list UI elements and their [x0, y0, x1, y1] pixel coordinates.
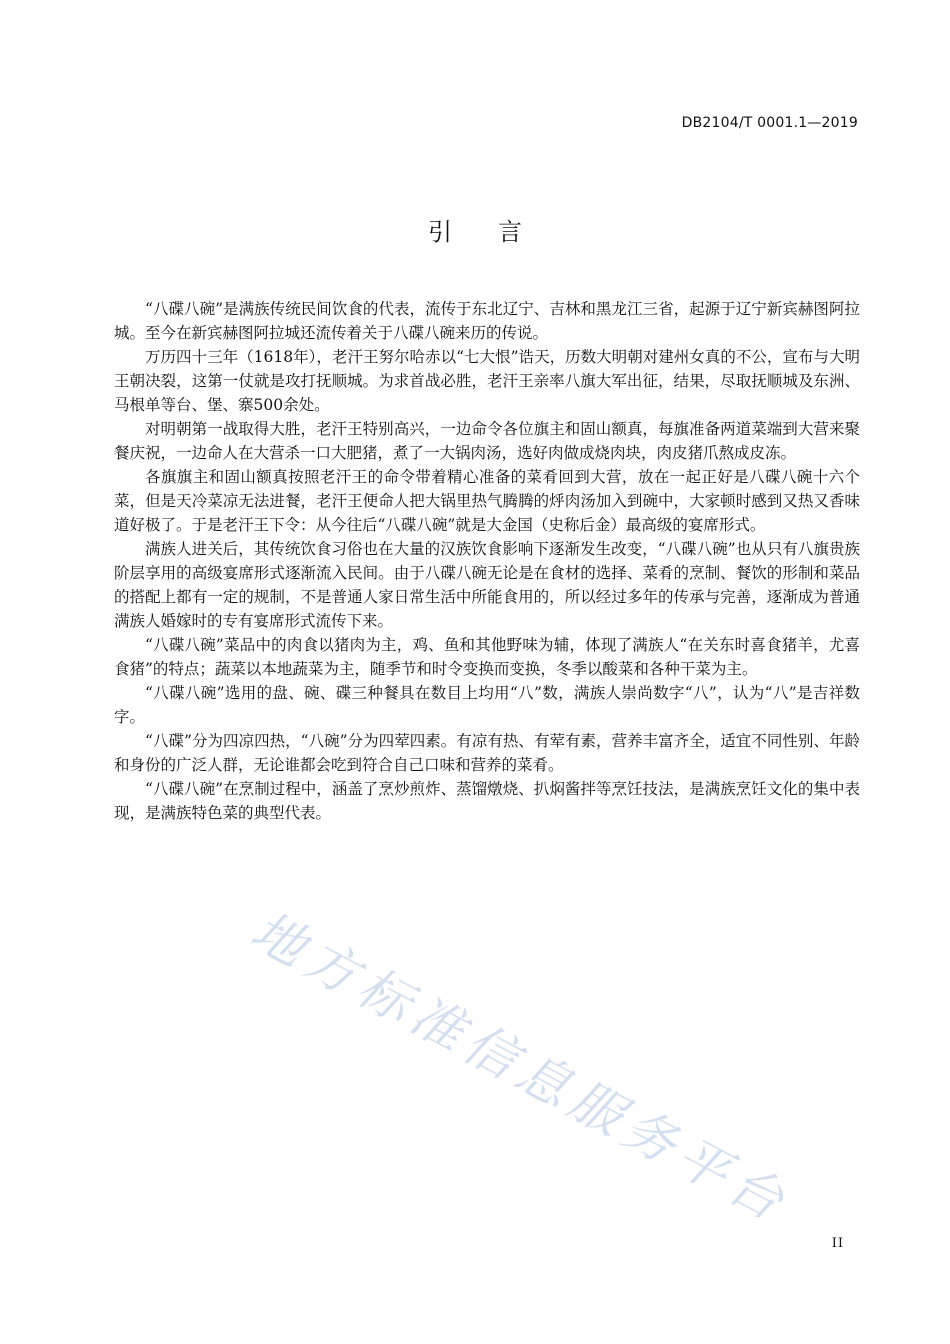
paragraph-2: 万历四十三年（1618年），老汗王努尔哈赤以“七大恨”诰天，历数大明朝对建州女真的不公，宣布与大明王朝决裂，这第一仗就是攻打抚顺城。为求首战必胜，老汗王亲率八旗大军出征，结果，尽取抚顺城及东洲、马根单等台、堡、寨500余处。: [114, 348, 860, 414]
paragraph-7: “八碟八碗”选用的盘、碗、碟三种餐具在数目上均用“八”数，满族人崇尚数字“八”，认为“八”是吉祥数字。: [114, 684, 860, 726]
paragraph-8: “八碟”分为四凉四热，“八碗”分为四荤四素。有凉有热、有荤有素，营养丰富齐全，适宜不同性别、年龄和身份的广泛人群，无论谁都会吃到符合自己口味和营养的菜肴。: [114, 732, 860, 774]
document-code: DB2104/T 0001.1—2019: [681, 115, 858, 131]
paragraph-5: 满族人进关后，其传统饮食习俗也在大量的汉族饮食影响下逐渐发生改变，“八碟八碗”也从只有八旗贵族阶层享用的高级宴席形式逐渐流入民间。由于八碟八碗无论是在食材的选择、菜肴的烹制、餐饮的形制和菜品的搭配上都有一定的规制，不是普通人家日常生活中所能食用的，所以经过多年的传承与完善，逐渐成为普通满族人婚嫁时的专有宴席形式流传下来。: [114, 540, 860, 630]
paragraph-6: “八碟八碗”菜品中的肉食以猪肉为主，鸡、鱼和其他野味为辅，体现了满族人“在关东时喜食猪羊，尤喜食猪”的特点；蔬菜以本地蔬菜为主，随季节和时令变换而变换，冬季以酸菜和各种干菜为主。: [114, 636, 860, 678]
paragraph-4: 各旗旗主和固山额真按照老汗王的命令带着精心准备的菜肴回到大营，放在一起正好是八碟八碗十六个菜，但是天冷菜凉无法进餐，老汗王便命人把大锅里热气腾腾的烀肉汤加入到碗中，大家顿时感到又热又香味道好极了。于是老汗王下令：从今往后“八碟八碗”就是大金国（史称后金）最高级的宴席形式。: [114, 468, 860, 534]
body-text: [114, 297, 860, 825]
page-number: II: [831, 1236, 844, 1251]
paragraph-1: “八碟八碗”是满族传统民间饮食的代表，流传于东北辽宁、吉林和黑龙江三省，起源于辽宁新宾赫图阿拉城。至今在新宾赫图阿拉城还流传着关于八碟八碗来历的传说。: [114, 300, 860, 342]
page-title: 引言: [428, 218, 568, 246]
paragraph-9: “八碟八碗”在烹制过程中，涵盖了烹炒煎炸、蒸馏燉烧、扒焖酱拌等烹饪技法，是满族烹饪文化的集中表现，是满族特色菜的典型代表。: [114, 780, 860, 822]
paragraph-3: 对明朝第一战取得大胜，老汗王特别高兴，一边命令各位旗主和固山额真，每旗准备两道菜端到大营来聚餐庆祝，一边命人在大营杀一口大肥猪，煮了一大锅肉汤，选好肉做成烧肉块，肉皮猪爪熬成皮冻。: [114, 420, 860, 462]
watermark: 地方标准信息服务平台: [241, 900, 800, 1236]
